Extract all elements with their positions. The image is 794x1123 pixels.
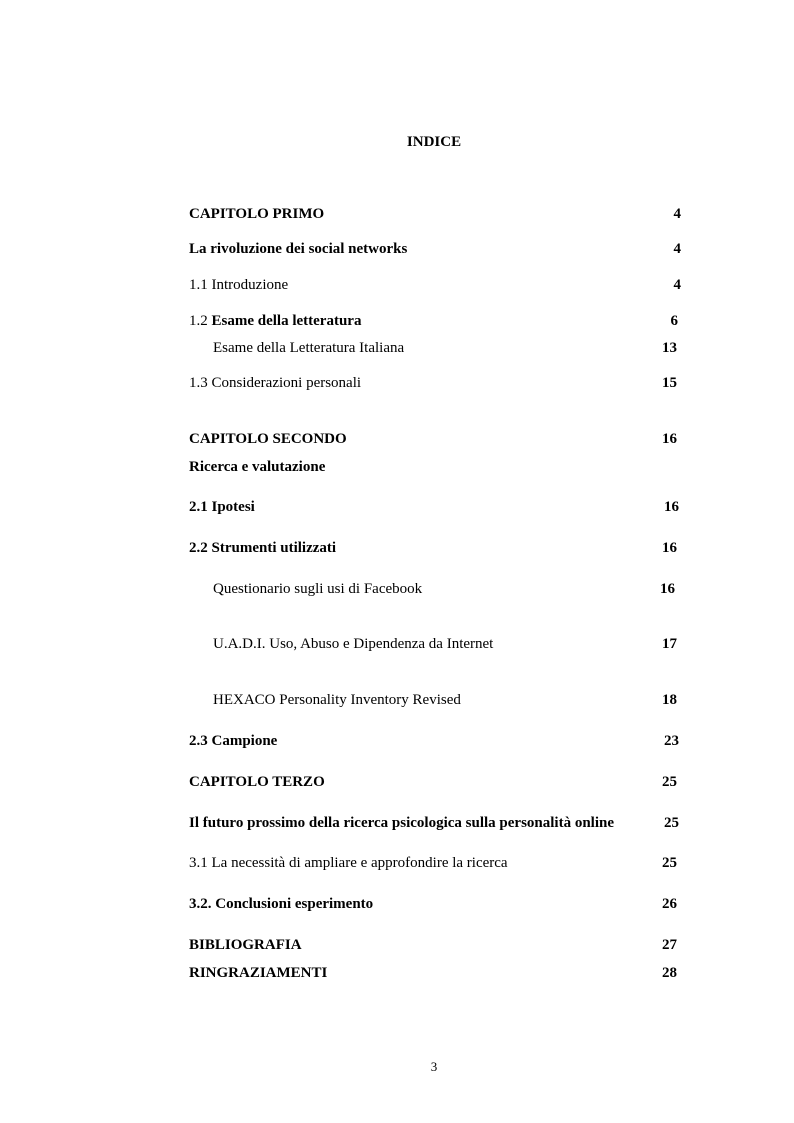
toc-page-letteratura-italiana: 13 — [662, 340, 677, 356]
toc-page-capitolo-primo: 4 — [673, 206, 681, 222]
toc-entry-hexaco[interactable]: HEXACO Personality Inventory Revised — [213, 692, 461, 708]
toc-entry-number: 1.2 — [189, 313, 208, 329]
toc-entry-ricerca-valutazione[interactable]: Ricerca e valutazione — [189, 459, 326, 475]
toc-entry-necessita-ricerca[interactable]: 3.1 La necessità di ampliare e approfondire la ricerca — [189, 855, 508, 871]
toc-page-capitolo-terzo: 25 — [662, 774, 677, 790]
toc-page-introduzione: 4 — [673, 277, 681, 293]
toc-entry-campione[interactable]: 2.3 Campione — [189, 733, 278, 749]
toc-page-ringraziamenti: 28 — [662, 965, 677, 981]
toc-entry-introduzione[interactable]: 1.1 Introduzione — [189, 277, 289, 293]
toc-entry-capitolo-primo[interactable]: CAPITOLO PRIMO — [189, 206, 325, 222]
toc-entry-considerazioni[interactable]: 1.3 Considerazioni personali — [189, 375, 362, 391]
toc-entry-capitolo-terzo[interactable]: CAPITOLO TERZO — [189, 774, 325, 790]
toc-page-ipotesi: 16 — [664, 499, 679, 515]
toc-page-esame-letteratura: 6 — [670, 313, 678, 329]
toc-entry-bibliografia[interactable]: BIBLIOGRAFIA — [189, 937, 302, 953]
toc-entry-esame-letteratura[interactable] — [189, 311, 361, 331]
page-title: INDICE — [406, 134, 462, 150]
toc-page-conclusioni: 26 — [662, 896, 677, 912]
toc-entry-label: Esame della letteratura — [211, 313, 362, 329]
toc-entry-uadi[interactable]: U.A.D.I. Uso, Abuso e Dipendenza da Internet — [213, 636, 494, 652]
toc-entry-questionario-facebook[interactable]: Questionario sugli usi di Facebook — [213, 581, 423, 597]
toc-page-considerazioni: 15 — [662, 375, 677, 391]
toc-page-uadi: 17 — [662, 636, 677, 652]
toc-entry-strumenti[interactable]: 2.2 Strumenti utilizzati — [189, 540, 337, 556]
toc-page-futuro-prossimo: 25 — [664, 815, 679, 831]
toc-page-strumenti: 16 — [662, 540, 677, 556]
toc-entry-rivoluzione-social[interactable]: La rivoluzione dei social networks — [189, 241, 408, 257]
toc-page-campione: 23 — [664, 733, 679, 749]
toc-page-hexaco: 18 — [662, 692, 677, 708]
toc-page-capitolo-secondo: 16 — [662, 431, 677, 447]
toc-page-rivoluzione-social: 4 — [673, 241, 681, 257]
toc-entry-futuro-prossimo[interactable]: Il futuro prossimo della ricerca psicologica sulla personalità online — [189, 815, 615, 831]
toc-page-questionario-facebook: 16 — [660, 581, 675, 597]
toc-entry-conclusioni[interactable]: 3.2. Conclusioni esperimento — [189, 896, 374, 912]
toc-page-necessita-ricerca: 25 — [662, 855, 677, 871]
toc-entry-ipotesi[interactable]: 2.1 Ipotesi — [189, 499, 255, 515]
toc-entry-letteratura-italiana[interactable]: Esame della Letteratura Italiana — [213, 340, 405, 356]
toc-entry-capitolo-secondo[interactable]: CAPITOLO SECONDO — [189, 431, 347, 447]
toc-entry-ringraziamenti[interactable]: RINGRAZIAMENTI — [189, 965, 328, 981]
page-number: 3 — [430, 1059, 438, 1074]
toc-page-bibliografia: 27 — [662, 937, 677, 953]
